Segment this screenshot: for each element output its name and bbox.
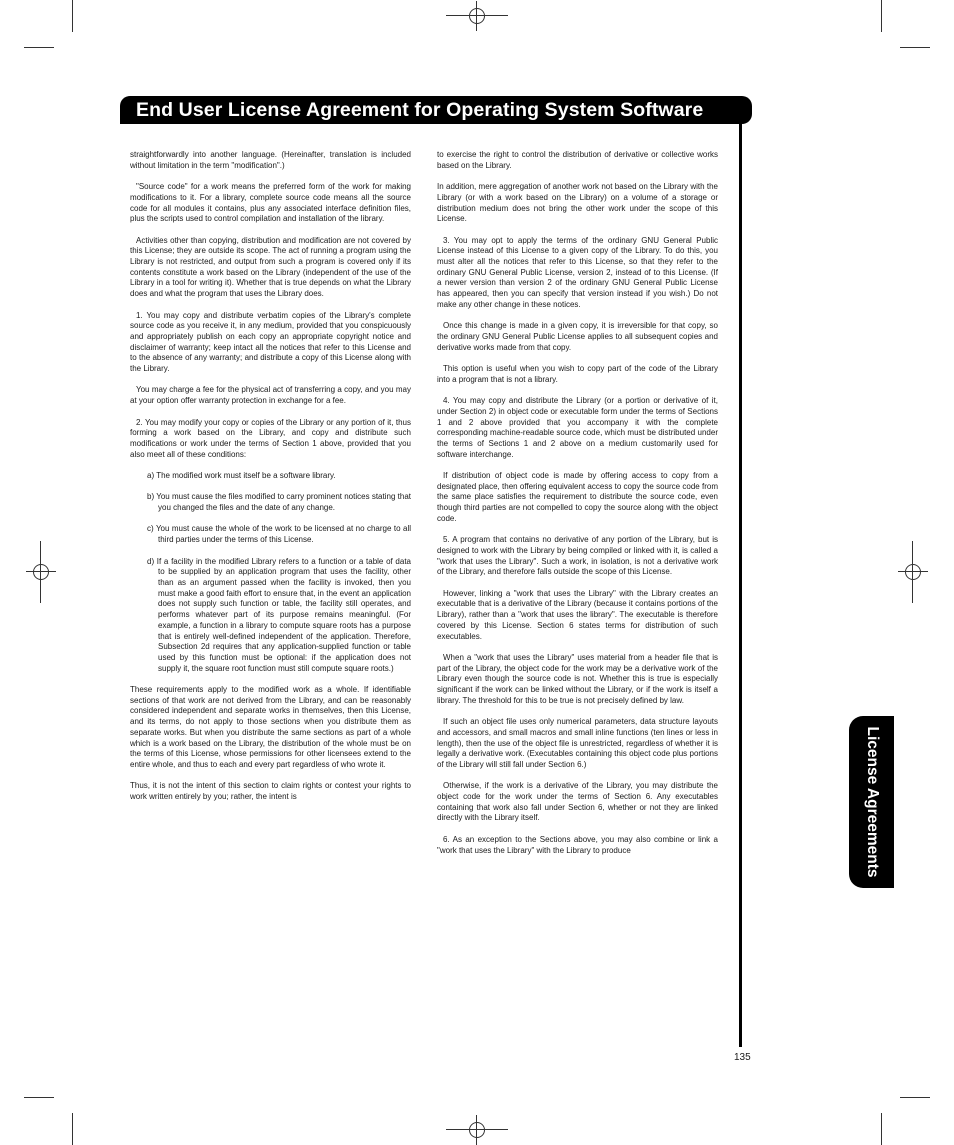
paragraph: 2. You may modify your copy or copies of the Library or any portion of it, thus forming a work based on the Library, and copy and distribute such modifications or work under the terms of Section 1 above, provided that you also meet all of these conditions: bbox=[130, 417, 411, 459]
paragraph: If such an object file uses only numerical parameters, data structure layouts and accessors, and small macros and small inline functions (ten lines or less in length), then the use of the object file is unrestricted, regardless of whether it is legally a derivative work. (Executables containing this object code plus portions of the Library will still fall under Section 6.) bbox=[437, 717, 718, 769]
paragraph: straightforwardly into another language. (Hereinafter, translation is included without limitation in the term "modification".) bbox=[130, 150, 411, 170]
paragraph: Otherwise, if the work is a derivative of the Library, you may distribute the object code for the work under the terms of Section 6. Any executables containing that work also fall under Section 6, whether or not they are linked directly with the Library itself. bbox=[437, 781, 718, 823]
list-item: d) If a facility in the modified Library refers to a function or a table of data to be supplied by an application program that uses the facility, other than as an argument passed when the facility is invoked, then you must make a good faith effort to ensure that, in the event an application does not supply such function or table, the facility still operates, and performs whatever part of its purpose remains meaningful. (For example, a function in a library to compute square roots has a purpose that is entirely well-defined independent of the application. Therefore, Subsection 2d requires that any application-supplied function or table used by this function must be optional: if the application does not supply it, the square root function must still compute square roots.) bbox=[147, 556, 411, 673]
crop-mark-tl-v bbox=[72, 0, 73, 32]
paragraph: However, linking a "work that uses the Library" with the Library creates an executable that is a derivative of the Library (because it contains portions of the Library), rather than a "work that uses the library". The executable is therefore covered by this License. Section 6 states terms for distribution of such executables. bbox=[437, 588, 718, 641]
paragraph: In addition, mere aggregation of another work not based on the Library with the Library (or with a work based on the Library) on a volume of a storage or distribution medium does not bring the other work under the scope of this License. bbox=[437, 182, 718, 224]
paragraph: Once this change is made in a given copy, it is irreversible for that copy, so the ordinary GNU General Public License applies to all subsequent copies and derivative works made from that copy. bbox=[437, 321, 718, 352]
paragraph: When a "work that uses the Library" uses material from a header file that is part of the Library, the object code for the work may be a derivative work of the Library even though the source code is not. Whether this is true is especially significant if the work can be linked without the Library, or if the work is itself a library. The threshold for this to be true is not precisely defined by law. bbox=[437, 652, 718, 705]
paragraph: This option is useful when you wish to copy part of the code of the Library into a program that is not a library. bbox=[437, 364, 718, 384]
paragraph: You may charge a fee for the physical act of transferring a copy, and you may at your option offer warranty protection in exchange for a fee. bbox=[130, 385, 411, 406]
paragraph: 5. A program that contains no derivative of any portion of the Library, but is designed to work with the Library by being compiled or linked with it, is called a "work that uses the Library". Such a work, in isolation, is not a derivative work of the Library, and therefore falls outside the scope of this License. bbox=[437, 535, 718, 577]
paragraph: 1. You may copy and distribute verbatim copies of the Library's complete source code as you receive it, in any medium, provided that you conspicuously and appropriately publish on each copy an appropriate copyright notice and disclaimer of warranty; keep intact all the notices that refer to this License and to the absence of any warranty; and distribute a copy of this License along with the Library. bbox=[130, 310, 411, 374]
left-column bbox=[130, 150, 411, 803]
crop-mark-br-h bbox=[900, 1097, 930, 1098]
crop-mark-tr-v bbox=[881, 0, 882, 32]
list-item: a) The modified work must itself be a software library. bbox=[147, 471, 336, 480]
paragraph: These requirements apply to the modified work as a whole. If identifiable sections of that work are not derived from the Library, and can be reasonably considered independent and separate works in themselves, then this License, and its terms, do not apply to those sections when you distribute them as separate works. But when you distribute the same sections as part of a whole which is a work based on the Library, the distribution of the whole must be on the terms of this License, whose permissions for other licensees extend to the entire whole, and thus to each and every part regardless of who wrote it. bbox=[130, 685, 411, 769]
list-item: b) You must cause the files modified to carry prominent notices stating that you changed the files and the date of any change. bbox=[147, 492, 411, 513]
crop-mark-br-v bbox=[881, 1113, 882, 1145]
list-item: c) You must cause the whole of the work to be licensed at no charge to all third parties under the terms of this License. bbox=[147, 524, 411, 545]
section-tab-label: License Agreements bbox=[863, 726, 881, 878]
paragraph: to exercise the right to control the distribution of derivative or collective works based on the Library. bbox=[437, 150, 718, 170]
paragraph: 3. You may opt to apply the terms of the ordinary GNU General Public License instead of this License to a given copy of the Library. To do this, you must alter all the notices that refer to this License, so that they refer to the ordinary GNU General Public License, version 2, instead of to this License. (If a newer version than version 2 of the ordinary GNU General Public License has appeared, then you can specify that version instead if you wish.) Do not make any other change in these notices. bbox=[437, 235, 718, 309]
paragraph: 6. As an exception to the Sections above, you may also combine or link a "work that uses the Library" with the Library to produce bbox=[437, 834, 718, 855]
registration-mark-bottom bbox=[462, 1115, 492, 1145]
vertical-rule bbox=[739, 122, 742, 1047]
paragraph: Activities other than copying, distribution and modification are not covered by this License; they are outside its scope. The act of running a program using the Library is not restricted, and output from such a program is covered only if its contents constitute a work based on the Library (independent of the use of the Library in a tool for writing it). Whether that is true depends on what the Library does and what the program that uses the Library does. bbox=[130, 235, 411, 299]
section-tab bbox=[849, 716, 894, 888]
page-title: End User License Agreement for Operating System Software bbox=[120, 96, 752, 124]
crop-mark-tr-h bbox=[900, 47, 930, 48]
paragraph: If distribution of object code is made by offering access to copy from a designated place, then offering equivalent access to copy the source code from the same place satisfies the requirement to distribute the source code, even though third parties are not compelled to copy the source along with the object code. bbox=[437, 471, 718, 523]
paragraph: "Source code" for a work means the preferred form of the work for making modifications to it. For a library, complete source code means all the source code for all modules it contains, plus any associated interface definition files, plus the scripts used to control compilation and installation of the library. bbox=[130, 182, 411, 224]
crop-mark-tl-h bbox=[24, 47, 54, 48]
crop-mark-bl-v bbox=[72, 1113, 73, 1145]
registration-mark-right bbox=[898, 557, 928, 587]
page-number: 135 bbox=[734, 1052, 751, 1063]
registration-mark-left bbox=[26, 557, 56, 587]
registration-mark-top bbox=[462, 1, 492, 31]
crop-mark-bl-h bbox=[24, 1097, 54, 1098]
paragraph: Thus, it is not the intent of this section to claim rights or contest your rights to work written entirely by you; rather, the intent is bbox=[130, 781, 411, 802]
right-column bbox=[437, 150, 718, 856]
paragraph: 4. You may copy and distribute the Library (or a portion or derivative of it, under Section 2) in object code or executable form under the terms of Sections 1 and 2 above provided that you accompany it with the complete corresponding machine-readable source code, which must be distributed under the terms of Sections 1 and 2 above on a medium customarily used for software interchange. bbox=[437, 396, 718, 459]
